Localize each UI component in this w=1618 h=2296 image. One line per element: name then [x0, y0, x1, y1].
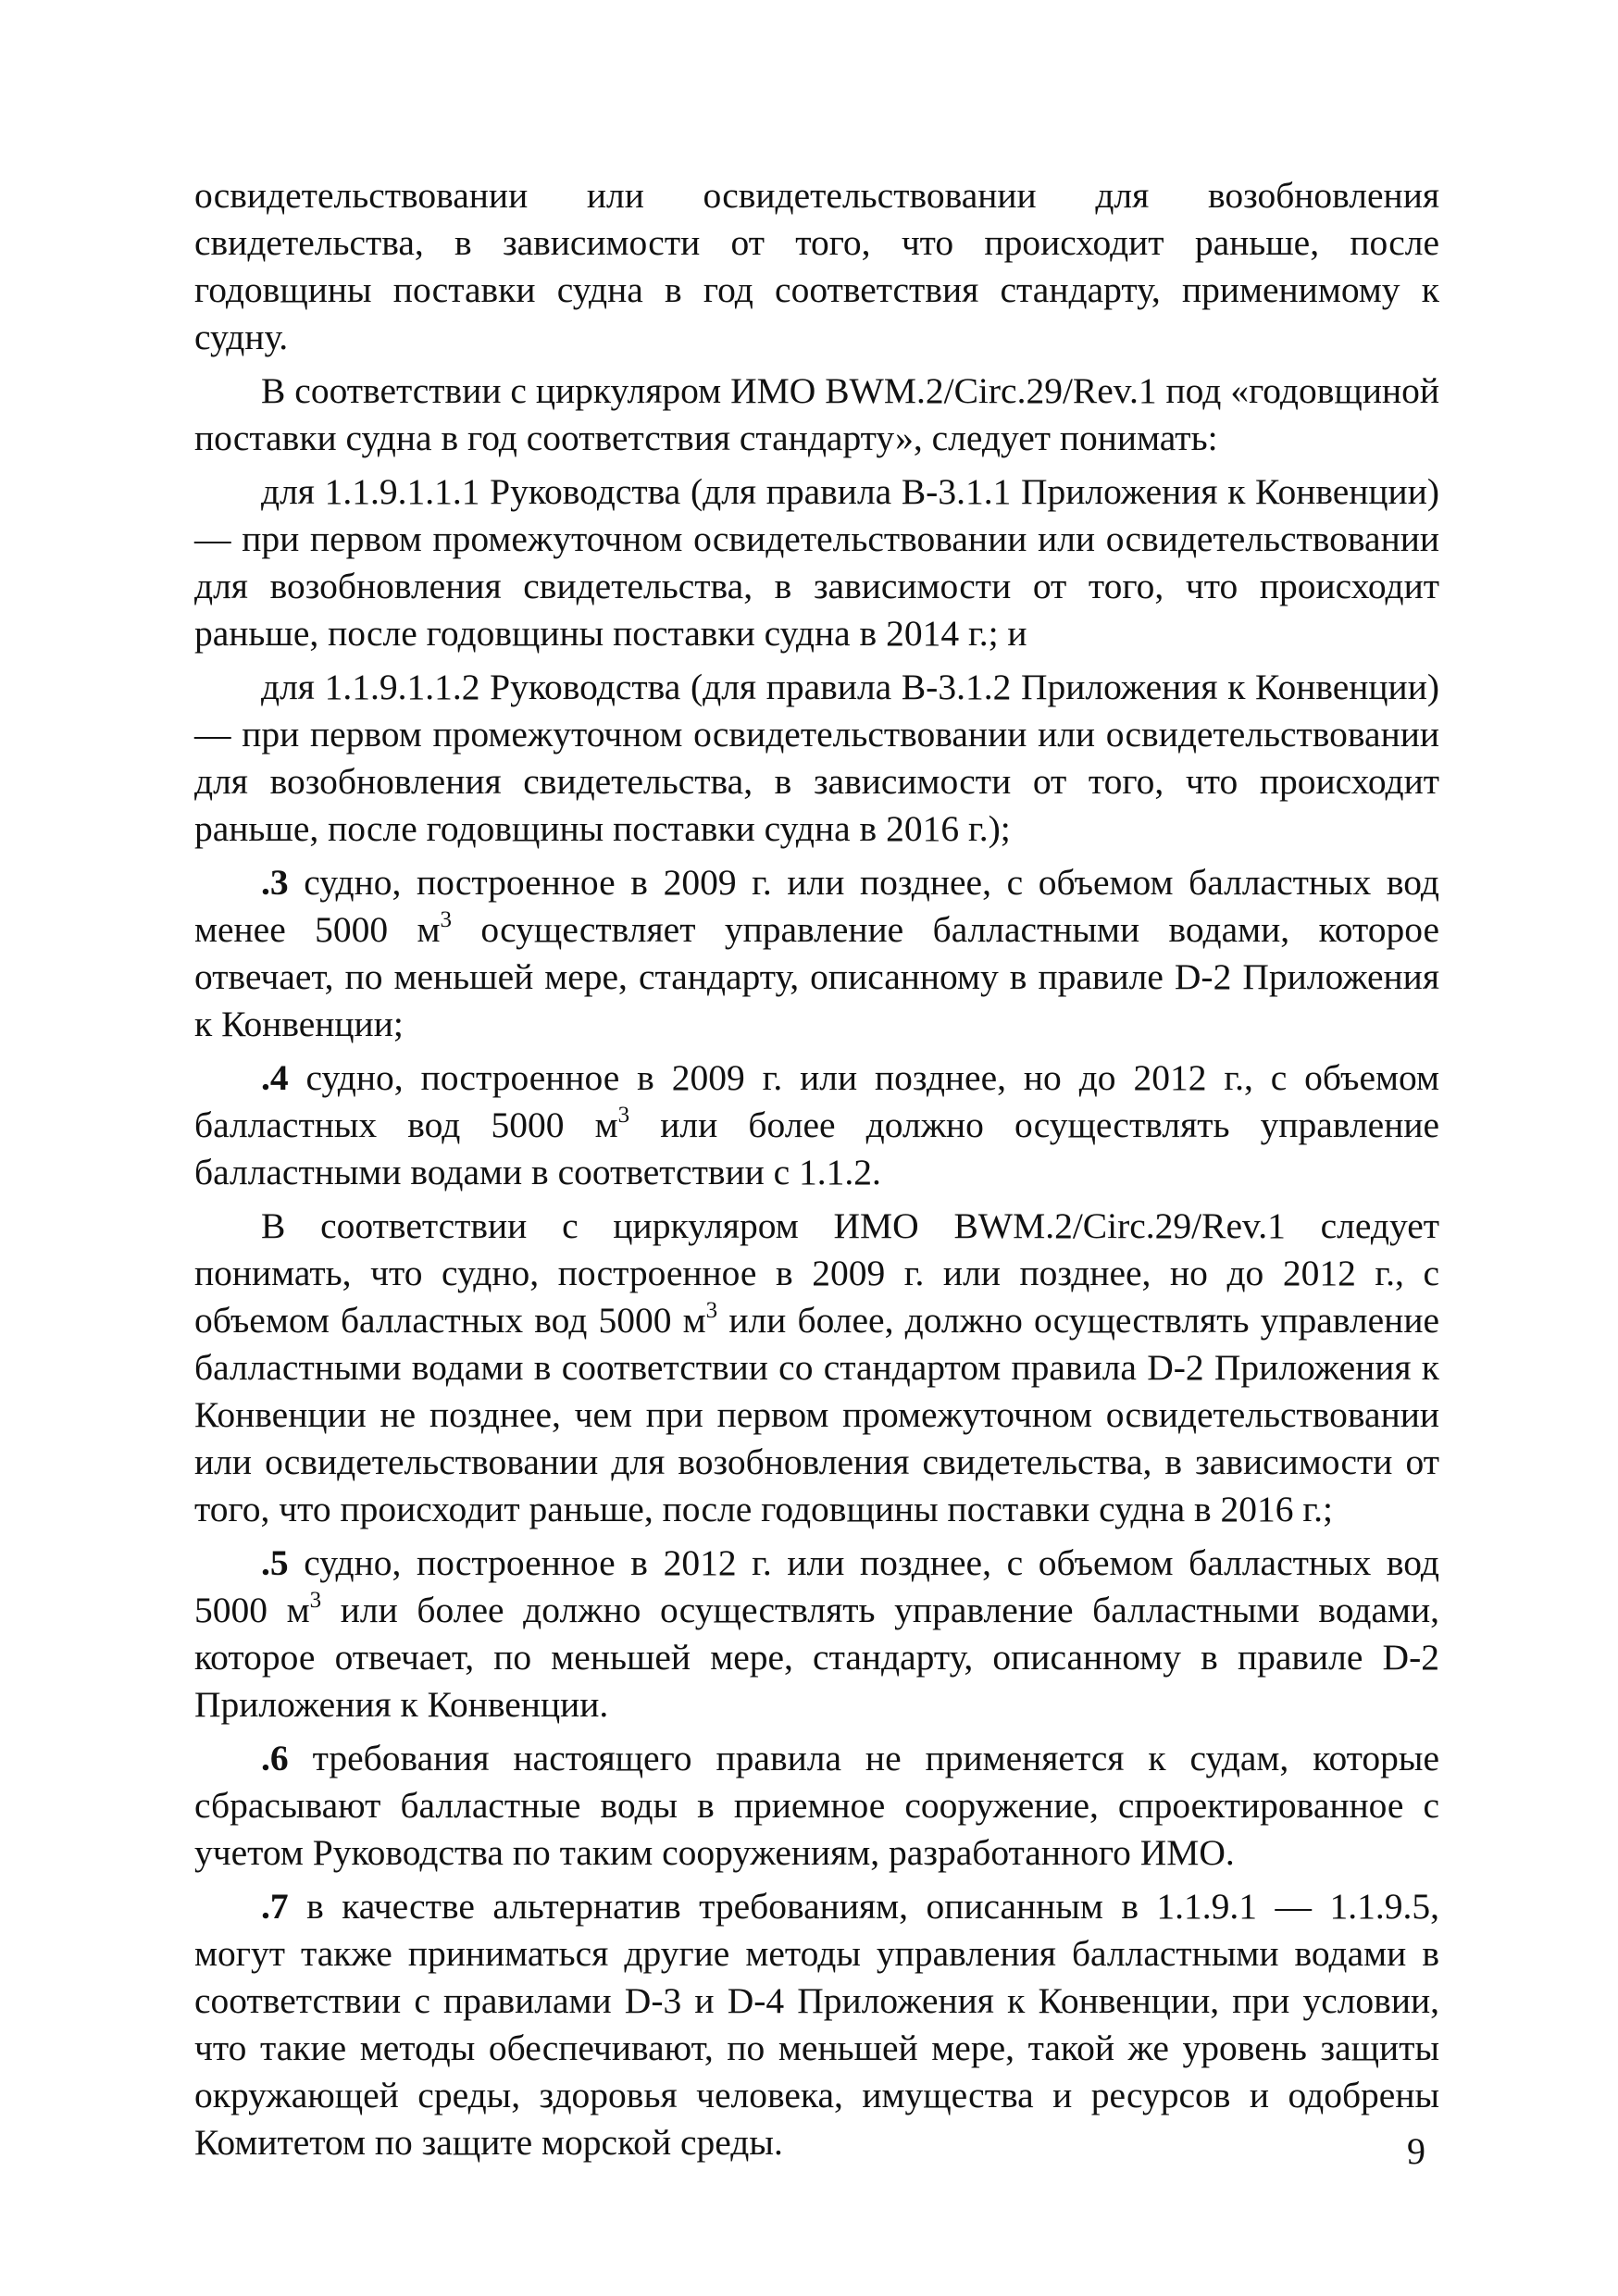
item-number: .6	[261, 1738, 289, 1778]
paragraph-item-6	[194, 1735, 1439, 1877]
paragraph-text: или более, должно осуществлять управление балластными водами в соответствии со стандартом правила D-2 Приложения к Конвенции не позднее, чем при первом промежуточном освидетельствовании или освидетельствовании для возобновления свидетельства, в зависимости от того, что происходит раньше, после годовщины поставки судна в 2016 г.;	[194, 1300, 1439, 1529]
item-text: судно, построенное в 2009 г. или позднее, но до 2012 г., с объемом балластных вод 5000 м	[194, 1057, 1439, 1145]
page-number: 9	[1407, 2130, 1425, 2172]
paragraph-item-5	[194, 1540, 1439, 1728]
paragraph-text: В соответствии с циркуляром ИМО BWM.2/Circ.29/Rev.1 следует понимать, что судно, построенное в 2009 г. или позднее, но до 2012 г., с объемом балластных вод 5000 м	[194, 1205, 1439, 1341]
item-number: .7	[261, 1886, 289, 1927]
paragraph-guideline-1: для 1.1.9.1.1.1 Руководства (для правила В-3.1.1 Приложения к Конвенции) — при первом промежуточном освидетельствовании или освидетельствовании для возобновления свидетельства, в зависимости от того, что происходит раньше, после годовщины поставки судна в 2014 г.; и	[194, 471, 1439, 654]
paragraph-item-7	[194, 1883, 1439, 2166]
superscript: 3	[440, 907, 453, 932]
paragraph-continuation: освидетельствовании или освидетельствовании для возобновления свидетельства, в зависимости от того, что происходит раньше, после годовщины поставки судна в год соответствия стандарту, применимому к судну.	[194, 175, 1439, 357]
item-text: судно, построенное в 2009 г. или позднее, с объемом балластных вод менее 5000 м	[194, 862, 1439, 950]
item-text: или более должно осуществлять управление балластными водами в соответствии с 1.1.2.	[194, 1104, 1439, 1192]
item-number: .4	[261, 1057, 289, 1098]
paragraph-circular-intro: В соответствии с циркуляром ИМО BWM.2/Circ.29/Rev.1 под «годовщиной поставки судна в год соответствия стандарту», следует понимать:	[194, 370, 1439, 458]
paragraph-item-3	[194, 859, 1439, 1048]
item-number: .3	[261, 862, 289, 903]
superscript: 3	[705, 1298, 718, 1323]
item-text: или более должно осуществлять управление балластными водами, которое отвечает, по меньшей мере, стандарту, описанному в правиле D-2 Приложения к Конвенции.	[194, 1590, 1439, 1725]
item-number: .5	[261, 1542, 289, 1583]
superscript: 3	[309, 1588, 322, 1613]
document-page	[194, 172, 1439, 2173]
superscript: 3	[617, 1103, 630, 1128]
paragraph-guideline-2: для 1.1.9.1.1.2 Руководства (для правила В-3.1.2 Приложения к Конвенции) — при первом промежуточном освидетельствовании или освидетельствовании для возобновления свидетельства, в зависимости от того, что происходит раньше, после годовщины поставки судна в 2016 г.);	[194, 667, 1439, 849]
item-text: в качестве альтернатив требованиям, описанным в 1.1.9.1 — 1.1.9.5, могут также приниматься другие методы управления балластными водами в соответствии с правилами D-3 и D-4 Приложения к Конвенции, при условии, что такие методы обеспечивают, по меньшей мере, такой же уровень защиты окружающей среды, здоровья человека, имущества и ресурсов и одобрены Комитетом по защите морской среды.	[194, 1886, 1439, 2163]
item-text: осуществляет управление балластными водами, которое отвечает, по меньшей мере, стандарту, описанному в правиле D-2 Приложения к Конвенции;	[194, 909, 1439, 1044]
paragraph-item-4	[194, 1054, 1439, 1196]
item-text: судно, построенное в 2012 г. или позднее, с объемом балластных вод 5000 м	[194, 1542, 1439, 1630]
paragraph-circular-explanation	[194, 1203, 1439, 1533]
item-text: требования настоящего правила не применяется к судам, которые сбрасывают балластные воды в приемное сооружение, спроектированное с учетом Руководства по таким сооружениям, разработанного ИМО.	[194, 1738, 1439, 1873]
